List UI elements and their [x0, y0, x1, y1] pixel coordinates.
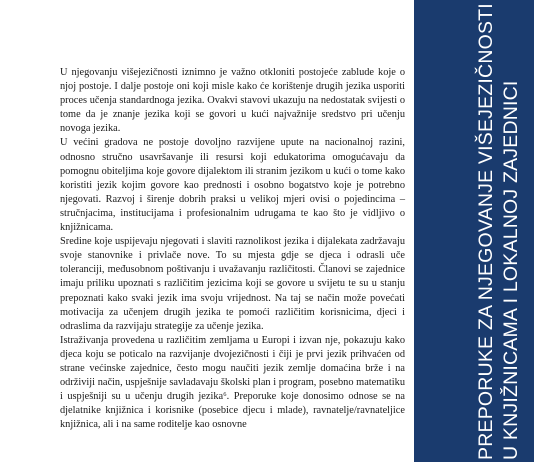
side-title-line-1: PREPORUKE ZA NJEGOVANJE VIŠEJEZIČNOSTI — [475, 3, 497, 460]
side-title — [474, 3, 524, 460]
body-text-column — [60, 66, 405, 432]
side-title-band — [414, 0, 534, 462]
paragraph: Sredine koje uspijevaju njegovati i slaviti raznolikost jezika i dijalekata zadržavaju svoje stanovnike i privlače nove. To su mjesta gdje se djeca i odrasli uče toleranciji, međusobnom poštivanju i uvažavanju različitosti. Članovi se zajednice imaju priliku upoznati s različitim jezicima koji se govore u svijetu te su u stanju prepoznati kako svaki jezik ima svoju vrijednost. Na taj se način može povećati motivacija za učenjem drugih jezika te pomoći različitim korisnicima, djeci i odraslima da razvijaju strategije za učenje jezika. — [60, 236, 405, 332]
side-title-line-2: U KNJIŽNICAMA I LOKALNOJ ZAJEDNICI — [500, 80, 522, 460]
paragraph: Istraživanja provedena u različitim zemljama u Europi i izvan nje, pokazuju kako djeca koju se poticalo na razvijanje dvojezičnosti i čiji je prvi jezik prihvaćen od strane većinske zajednice, često mogu naučiti jezik zemlje domaćina brže i na održiviji način, uspješnije savladavaju školski plan i program, posebno matematiku i uspješniji su u učenju drugih jezika⁶. Preporuke koje donosimo odnose se na djelatnike knjižnica i korisnike (posebice djecu i mlade), ravnatelje/ravnateljice knjižnica, ali i na same roditelje kao osnovne — [60, 334, 405, 431]
paragraph: U njegovanju višejezičnosti iznimno je važno otkloniti postojeće zablude koje o njoj postoje. I dalje postoje oni koji misle kako će korištenje drugih jezika usporiti proces učenja standardnoga jezika. Ovakvi stavovi ukazuju na nedostatak svijesti o tome da je znanje jezika koji se govori u kući najvažnije sredstvo pri učenju novoga jezika. — [60, 67, 405, 135]
paragraph: U većini gradova ne postoje dovoljno razvijene upute na nacionalnoj razini, odnosno stručno usavršavanje ili resursi koji edukatorima omogućavaju da pomognu obiteljima koje govore dijalektom ili stranim jezikom u kući o tome kako koristiti jezik kojim govore kao prednosti i osobno bogatstvo koje je potrebno njegovati. Razvoj i širenje dobrih praksi u velikoj mjeri ovisi o pojedincima – stručnjacima, institucijama i profesionalnim udrugama te kao što je vidljivo o knjižnicama. — [60, 137, 405, 234]
